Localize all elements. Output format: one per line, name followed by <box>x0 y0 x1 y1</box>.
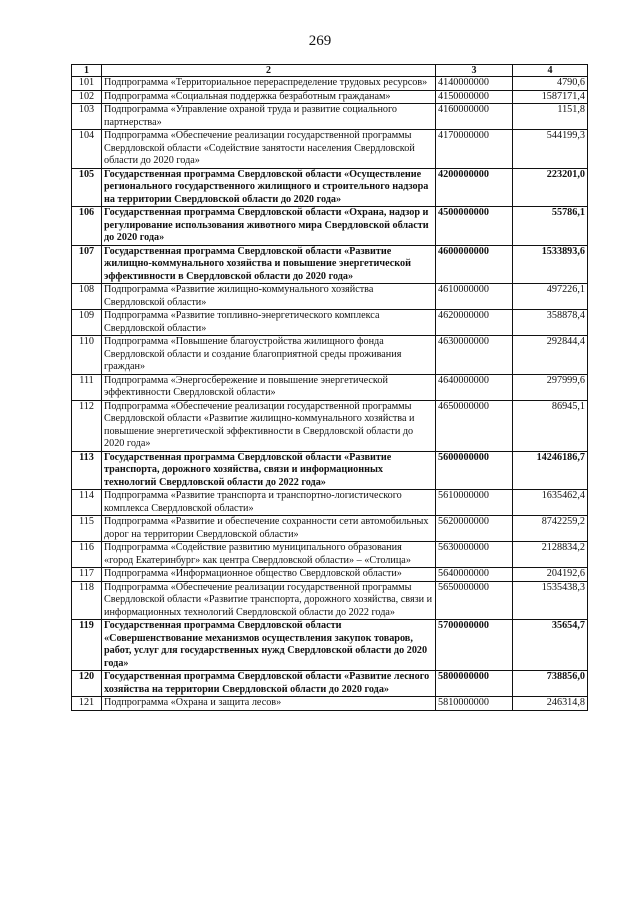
row-number: 112 <box>72 400 102 451</box>
program-code: 4600000000 <box>436 245 513 284</box>
header-col-1: 1 <box>72 65 102 77</box>
row-number: 103 <box>72 104 102 130</box>
program-name: Государственная программа Свердловской области «Развитие жилищно-коммунального хозяйства и повышение энергетической эффективности в Свердловской области до 2020 года» <box>102 245 436 284</box>
amount: 2128834,2 <box>513 542 588 568</box>
amount: 86945,1 <box>513 400 588 451</box>
program-name: Подпрограмма «Управление охраной труда и развитие социального партнерства» <box>102 104 436 130</box>
amount: 8742259,2 <box>513 516 588 542</box>
program-code: 5810000000 <box>436 697 513 711</box>
table-row <box>72 542 588 568</box>
program-name: Государственная программа Свердловской области «Развитие лесного хозяйства на территории Свердловской области до 2020 года» <box>102 671 436 697</box>
table-row <box>72 104 588 130</box>
table-row <box>72 207 588 246</box>
table-row <box>72 336 588 375</box>
table-row <box>72 310 588 336</box>
header-col-4: 4 <box>513 65 588 77</box>
program-code: 4650000000 <box>436 400 513 451</box>
row-number: 118 <box>72 581 102 620</box>
amount: 246314,8 <box>513 697 588 711</box>
table-header-row <box>72 65 588 77</box>
program-code: 4150000000 <box>436 90 513 104</box>
table-row <box>72 490 588 516</box>
amount: 1635462,4 <box>513 490 588 516</box>
row-number: 115 <box>72 516 102 542</box>
program-name: Подпрограмма «Обеспечение реализации государственной программы Свердловской области «Содействие занятости населения Свердловской области до 2020 года» <box>102 130 436 169</box>
table-row <box>72 77 588 91</box>
program-code: 5610000000 <box>436 490 513 516</box>
program-code: 4160000000 <box>436 104 513 130</box>
table-row <box>72 516 588 542</box>
amount: 1533893,6 <box>513 245 588 284</box>
program-code: 5620000000 <box>436 516 513 542</box>
row-number: 105 <box>72 168 102 207</box>
row-number: 114 <box>72 490 102 516</box>
program-name: Подпрограмма «Повышение благоустройства жилищного фонда Свердловской области и создание благоприятной среды проживания граждан» <box>102 336 436 375</box>
table-row <box>72 568 588 582</box>
budget-table <box>71 64 588 711</box>
program-code: 4620000000 <box>436 310 513 336</box>
program-name: Подпрограмма «Развитие топливно-энергетического комплекса Свердловской области» <box>102 310 436 336</box>
table-row <box>72 620 588 671</box>
amount: 223201,0 <box>513 168 588 207</box>
program-name: Государственная программа Свердловской области «Осуществление регионального государственного жилищного и строительного надзора на территории Свердловской области до 2020 года» <box>102 168 436 207</box>
program-name: Подпрограмма «Развитие жилищно-коммунального хозяйства Свердловской области» <box>102 284 436 310</box>
row-number: 110 <box>72 336 102 375</box>
amount: 55786,1 <box>513 207 588 246</box>
program-code: 5640000000 <box>436 568 513 582</box>
amount: 544199,3 <box>513 130 588 169</box>
program-name: Подпрограмма «Обеспечение реализации государственной программы Свердловской области «Развитие транспорта, дорожного хозяйства, связи и информационных технологий Свердловской области до 2022 года» <box>102 581 436 620</box>
row-number: 119 <box>72 620 102 671</box>
program-code: 4610000000 <box>436 284 513 310</box>
amount: 358878,4 <box>513 310 588 336</box>
program-code: 4140000000 <box>436 77 513 91</box>
table-row <box>72 581 588 620</box>
row-number: 121 <box>72 697 102 711</box>
table-row <box>72 374 588 400</box>
amount: 1151,8 <box>513 104 588 130</box>
row-number: 101 <box>72 77 102 91</box>
program-name: Государственная программа Свердловской области «Развитие транспорта, дорожного хозяйства, связи и информационных технологий Свердловской области до 2022 года» <box>102 451 436 490</box>
table-row <box>72 284 588 310</box>
table-row <box>72 697 588 711</box>
amount: 1587171,4 <box>513 90 588 104</box>
row-number: 107 <box>72 245 102 284</box>
program-name: Подпрограмма «Энергосбережение и повышение энергетической эффективности Свердловской области» <box>102 374 436 400</box>
program-code: 4200000000 <box>436 168 513 207</box>
table-row <box>72 168 588 207</box>
program-name: Государственная программа Свердловской области «Охрана, надзор и регулирование использования животного мира Свердловской области до 2020 года» <box>102 207 436 246</box>
row-number: 102 <box>72 90 102 104</box>
row-number: 113 <box>72 451 102 490</box>
amount: 4790,6 <box>513 77 588 91</box>
table-row <box>72 245 588 284</box>
program-code: 4170000000 <box>436 130 513 169</box>
program-code: 4640000000 <box>436 374 513 400</box>
header-col-3: 3 <box>436 65 513 77</box>
program-code: 5650000000 <box>436 581 513 620</box>
row-number: 104 <box>72 130 102 169</box>
row-number: 116 <box>72 542 102 568</box>
table-row <box>72 671 588 697</box>
program-name: Подпрограмма «Содействие развитию муниципального образования «город Екатеринбург» как центра Свердловской области» – «Столица» <box>102 542 436 568</box>
row-number: 106 <box>72 207 102 246</box>
program-name: Подпрограмма «Охрана и защита лесов» <box>102 697 436 711</box>
amount: 14246186,7 <box>513 451 588 490</box>
table-row <box>72 130 588 169</box>
program-name: Подпрограмма «Развитие и обеспечение сохранности сети автомобильных дорог на территории Свердловской области» <box>102 516 436 542</box>
program-name: Подпрограмма «Обеспечение реализации государственной программы Свердловской области «Развитие жилищно-коммунального хозяйства и повышение энергетической эффективности в Свердловской области до 2020 года» <box>102 400 436 451</box>
row-number: 109 <box>72 310 102 336</box>
amount: 204192,6 <box>513 568 588 582</box>
row-number: 117 <box>72 568 102 582</box>
program-code: 4500000000 <box>436 207 513 246</box>
program-name: Государственная программа Свердловской области «Совершенствование механизмов осуществления закупок товаров, работ, услуг для государственных нужд Свердловской области до 2020 года» <box>102 620 436 671</box>
row-number: 111 <box>72 374 102 400</box>
program-name: Подпрограмма «Территориальное перераспределение трудовых ресурсов» <box>102 77 436 91</box>
table-row <box>72 90 588 104</box>
table-row <box>72 451 588 490</box>
amount: 738856,0 <box>513 671 588 697</box>
amount: 497226,1 <box>513 284 588 310</box>
table-body <box>72 77 588 711</box>
program-name: Подпрограмма «Развитие транспорта и транспортно-логистического комплекса Свердловской области» <box>102 490 436 516</box>
row-number: 120 <box>72 671 102 697</box>
program-code: 5630000000 <box>436 542 513 568</box>
program-code: 5800000000 <box>436 671 513 697</box>
amount: 1535438,3 <box>513 581 588 620</box>
program-code: 5600000000 <box>436 451 513 490</box>
row-number: 108 <box>72 284 102 310</box>
page-number: 269 <box>308 33 332 49</box>
program-code: 5700000000 <box>436 620 513 671</box>
program-name: Подпрограмма «Информационное общество Свердловской области» <box>102 568 436 582</box>
amount: 297999,6 <box>513 374 588 400</box>
table-row <box>72 400 588 451</box>
amount: 35654,7 <box>513 620 588 671</box>
header-col-2: 2 <box>102 65 436 77</box>
amount: 292844,4 <box>513 336 588 375</box>
program-name: Подпрограмма «Социальная поддержка безработным гражданам» <box>102 90 436 104</box>
program-code: 4630000000 <box>436 336 513 375</box>
